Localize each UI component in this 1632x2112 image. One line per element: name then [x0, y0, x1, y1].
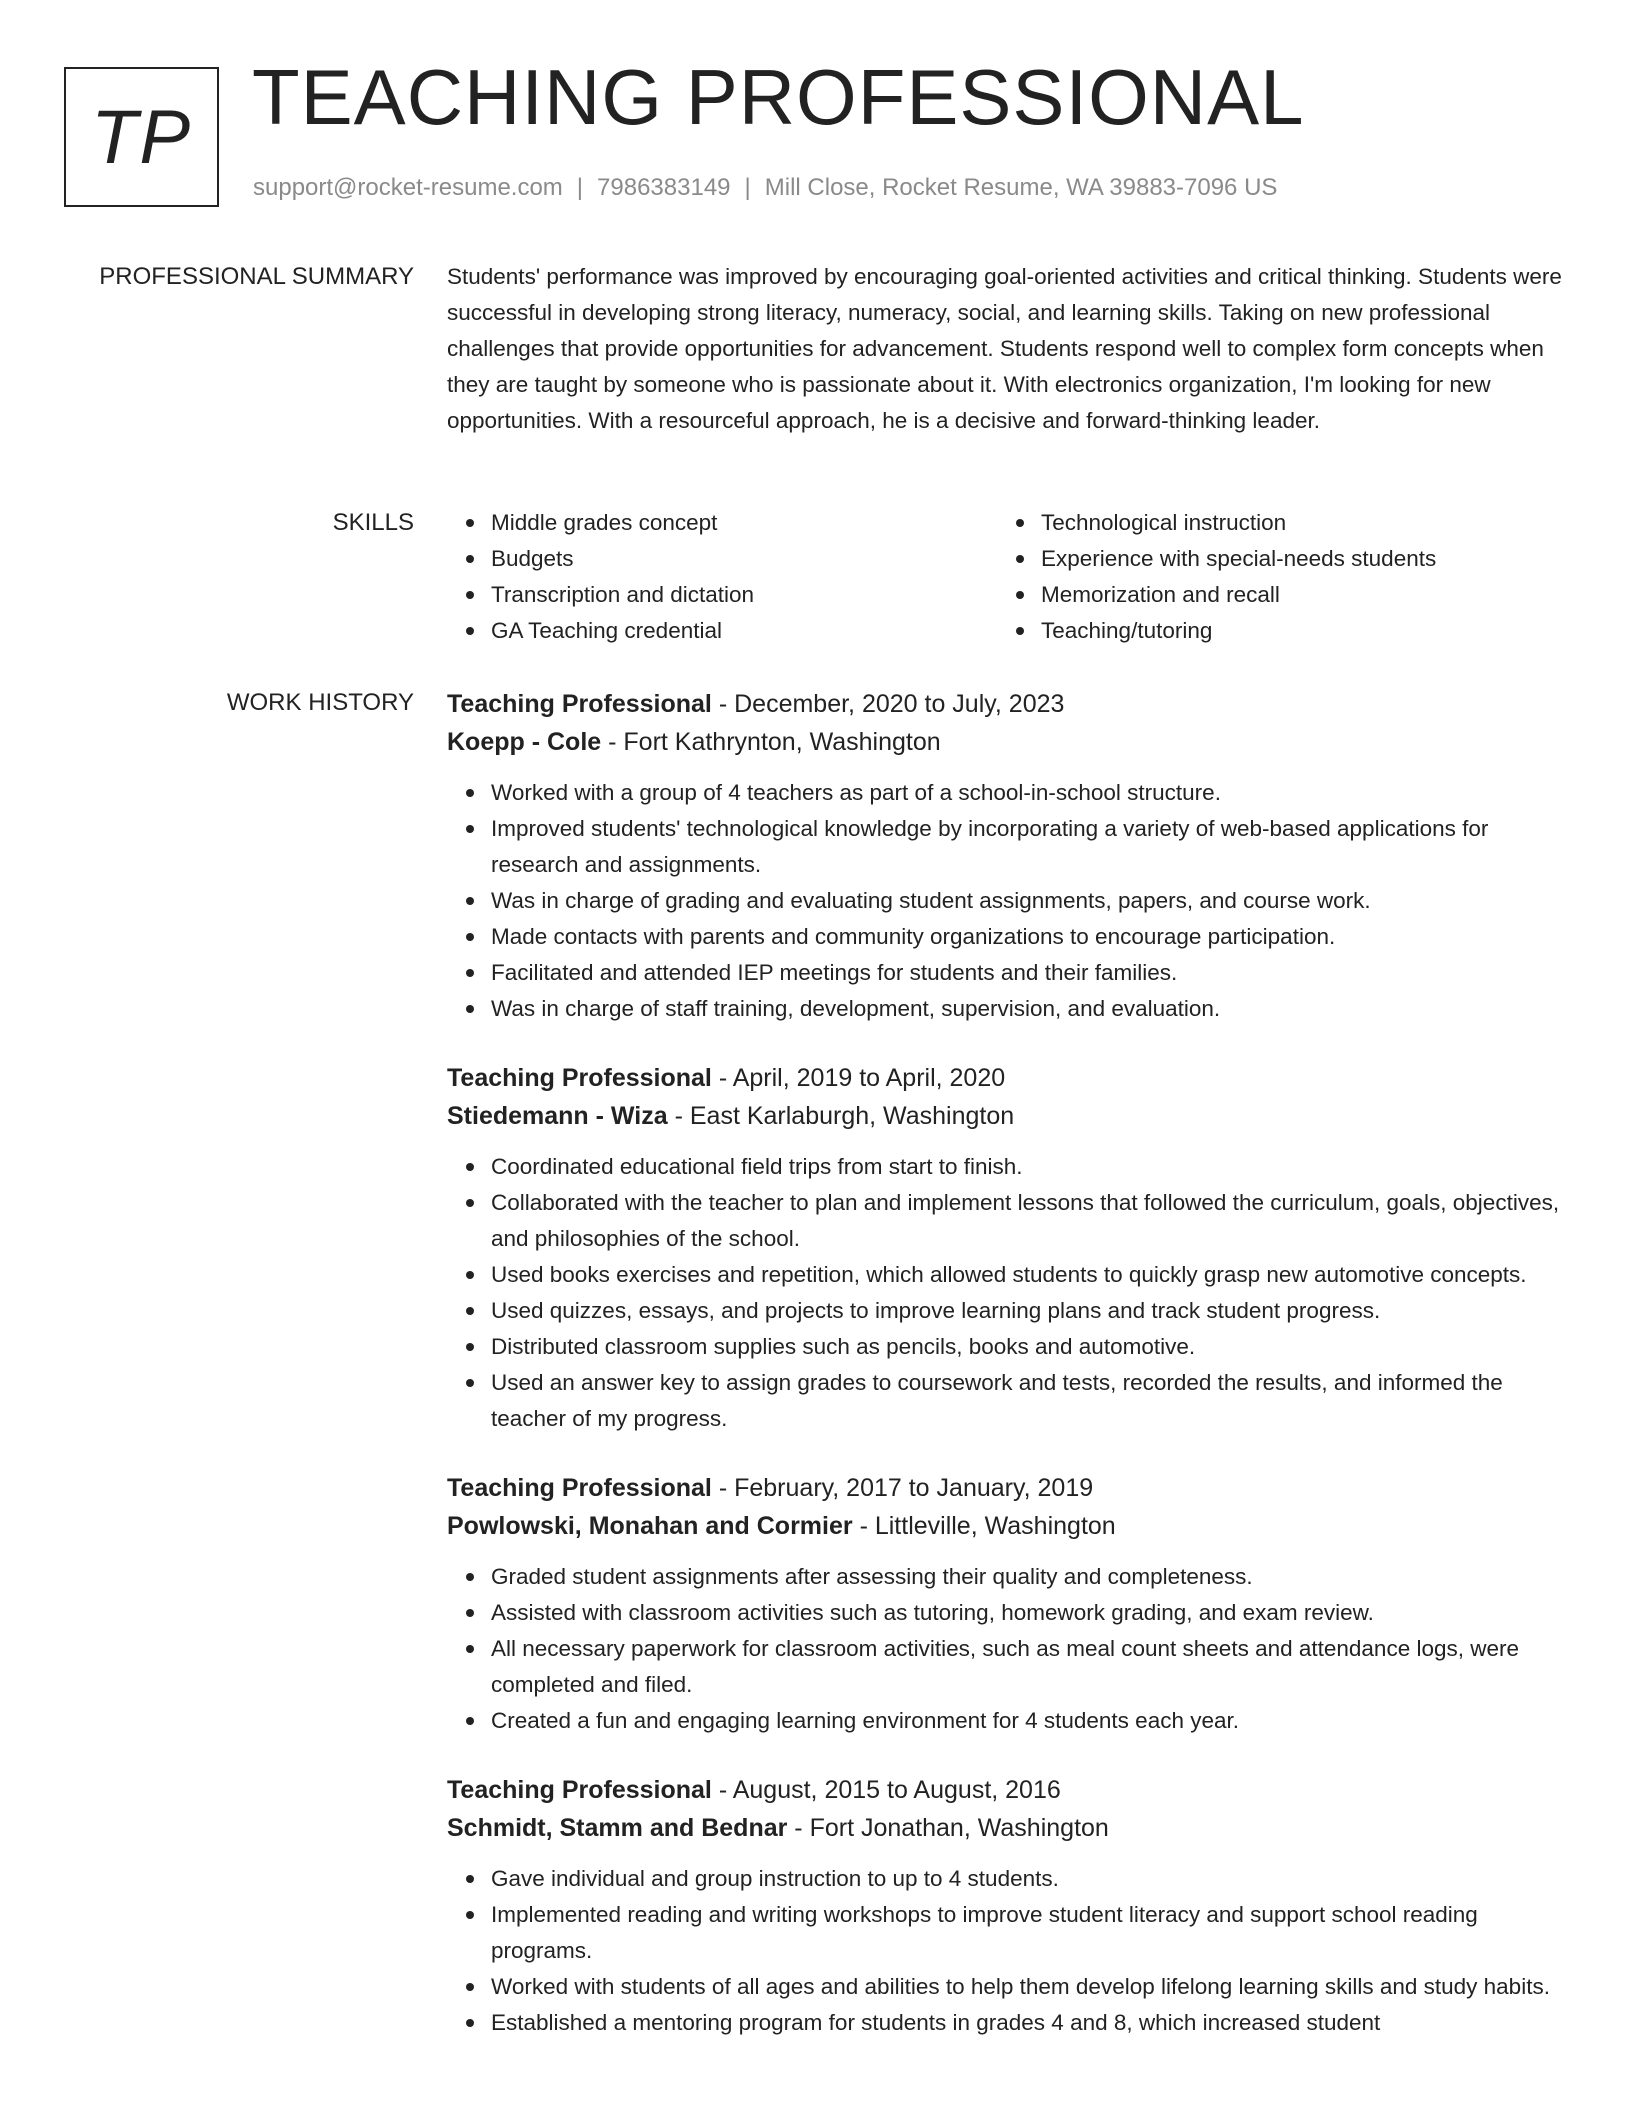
job-entry: [447, 1059, 1567, 1437]
job-bullet: Assisted with classroom activities such as tutoring, homework grading, and exam review.: [491, 1595, 1567, 1631]
job-bullets: [447, 1149, 1567, 1437]
job-bullet: Created a fun and engaging learning environment for 4 students each year.: [491, 1703, 1567, 1739]
skill-item: Memorization and recall: [1041, 577, 1547, 613]
skill-item: Experience with special-needs students: [1041, 541, 1547, 577]
job-entry: [447, 1469, 1567, 1739]
contact-line: [253, 174, 1277, 202]
section-heading-skills: SKILLS: [332, 509, 414, 536]
skill-item: Budgets: [491, 541, 997, 577]
job-title-line: [447, 685, 1567, 723]
job-title: Teaching Professional: [447, 1776, 712, 1804]
summary-text: Students' performance was improved by encouraging goal-oriented activities and critical thinking. Students were successful in developing strong literacy, numeracy, social, and learning skills. Taking on new professional challenges that provide opportunities for advancement. Students respond well to complex form concepts when they are taught by someone who is passionate about it. With electronics organization, I'm looking for new opportunities. With a resourceful approach, he is a decisive and forward-thinking leader.: [447, 264, 1562, 433]
candidate-name: TEACHING PROFESSIONAL: [252, 53, 1305, 141]
skills-body: [447, 505, 1567, 649]
job-title-line: [447, 1771, 1567, 1809]
job-bullets: [447, 1559, 1567, 1739]
monogram-initials: TP: [90, 94, 193, 180]
job-company-line: [447, 1097, 1567, 1135]
job-title-line: [447, 1059, 1567, 1097]
skill-item: Teaching/tutoring: [1041, 613, 1547, 649]
job-bullet: Improved students' technological knowledge by incorporating a variety of web-based applications for research and assignments.: [491, 811, 1567, 883]
job-company-line: [447, 1809, 1567, 1847]
monogram-box: [64, 67, 219, 207]
job-bullet: Distributed classroom supplies such as pencils, books and automotive.: [491, 1329, 1567, 1365]
job-title-line: [447, 1469, 1567, 1507]
skills-column-left: [447, 505, 997, 649]
skill-item: Transcription and dictation: [491, 577, 997, 613]
job-company: Stiedemann - Wiza: [447, 1102, 668, 1130]
contact-address: Mill Close, Rocket Resume, WA 39883-7096 US: [764, 174, 1278, 201]
job-bullet: Used quizzes, essays, and projects to improve learning plans and track student progress.: [491, 1293, 1567, 1329]
job-entry: [447, 685, 1567, 1027]
job-bullet: Made contacts with parents and community organizations to encourage participation.: [491, 919, 1567, 955]
contact-separator: |: [576, 174, 584, 201]
job-bullet: Coordinated educational field trips from start to finish.: [491, 1149, 1567, 1185]
skills-list-right: [997, 505, 1547, 649]
section-heading-work-history: WORK HISTORY: [226, 689, 414, 716]
job-bullet: Worked with students of all ages and abilities to help them develop lifelong learning skills and study habits.: [491, 1969, 1567, 2005]
section-heading-summary: PROFESSIONAL SUMMARY: [99, 263, 414, 290]
skill-item: Technological instruction: [1041, 505, 1547, 541]
contact-email[interactable]: support@rocket-resume.com: [253, 174, 563, 201]
contact-phone[interactable]: 7986383149: [597, 174, 731, 201]
job-bullet: All necessary paperwork for classroom activities, such as meal count sheets and attendance logs, were completed and filed.: [491, 1631, 1567, 1703]
job-bullet: Was in charge of grading and evaluating student assignments, papers, and course work.: [491, 883, 1567, 919]
job-bullet: Used an answer key to assign grades to coursework and tests, recorded the results, and informed the teacher of my progress.: [491, 1365, 1567, 1437]
job-company-line: [447, 1507, 1567, 1545]
job-bullet: Graded student assignments after assessing their quality and completeness.: [491, 1559, 1567, 1595]
job-bullets: [447, 775, 1567, 1027]
job-bullet: Was in charge of staff training, development, supervision, and evaluation.: [491, 991, 1567, 1027]
job-bullet: Collaborated with the teacher to plan and implement lessons that followed the curriculum, goals, objectives, and philosophies of the school.: [491, 1185, 1567, 1257]
job-bullets: [447, 1861, 1567, 2041]
job-dates: - April, 2019 to April, 2020: [711, 1064, 1006, 1092]
skill-item: Middle grades concept: [491, 505, 997, 541]
job-entry: [447, 1771, 1567, 2041]
job-dates: - August, 2015 to August, 2016: [711, 1776, 1061, 1804]
job-dates: - December, 2020 to July, 2023: [711, 690, 1065, 718]
job-bullet: Used books exercises and repetition, which allowed students to quickly grasp new automotive concepts.: [491, 1257, 1567, 1293]
skills-column-right: [997, 505, 1547, 649]
contact-separator: |: [744, 174, 751, 201]
job-bullet: Established a mentoring program for students in grades 4 and 8, which increased student: [491, 2005, 1567, 2041]
skills-list-left: [447, 505, 997, 649]
job-title: Teaching Professional: [447, 1474, 712, 1502]
job-bullet: Implemented reading and writing workshops to improve student literacy and support school reading programs.: [491, 1897, 1567, 1969]
job-location: - Fort Jonathan, Washington: [787, 1814, 1109, 1842]
job-company: Schmidt, Stamm and Bednar: [447, 1814, 788, 1842]
skills-grid: [447, 505, 1567, 649]
job-bullet: Facilitated and attended IEP meetings for students and their families.: [491, 955, 1567, 991]
skill-item: GA Teaching credential: [491, 613, 997, 649]
job-dates: - February, 2017 to January, 2019: [711, 1474, 1094, 1502]
job-location: - Littleville, Washington: [852, 1512, 1116, 1540]
work-history-body: [447, 685, 1567, 2073]
job-bullet: Worked with a group of 4 teachers as part of a school-in-school structure.: [491, 775, 1567, 811]
job-location: - East Karlaburgh, Washington: [667, 1102, 1015, 1130]
job-title: Teaching Professional: [447, 1064, 712, 1092]
job-company: Powlowski, Monahan and Cormier: [447, 1512, 853, 1540]
job-title: Teaching Professional: [447, 690, 712, 718]
job-bullet: Gave individual and group instruction to up to 4 students.: [491, 1861, 1567, 1897]
job-location: - Fort Kathrynton, Washington: [601, 728, 941, 756]
job-company: Koepp - Cole: [447, 728, 602, 756]
job-company-line: [447, 723, 1567, 761]
